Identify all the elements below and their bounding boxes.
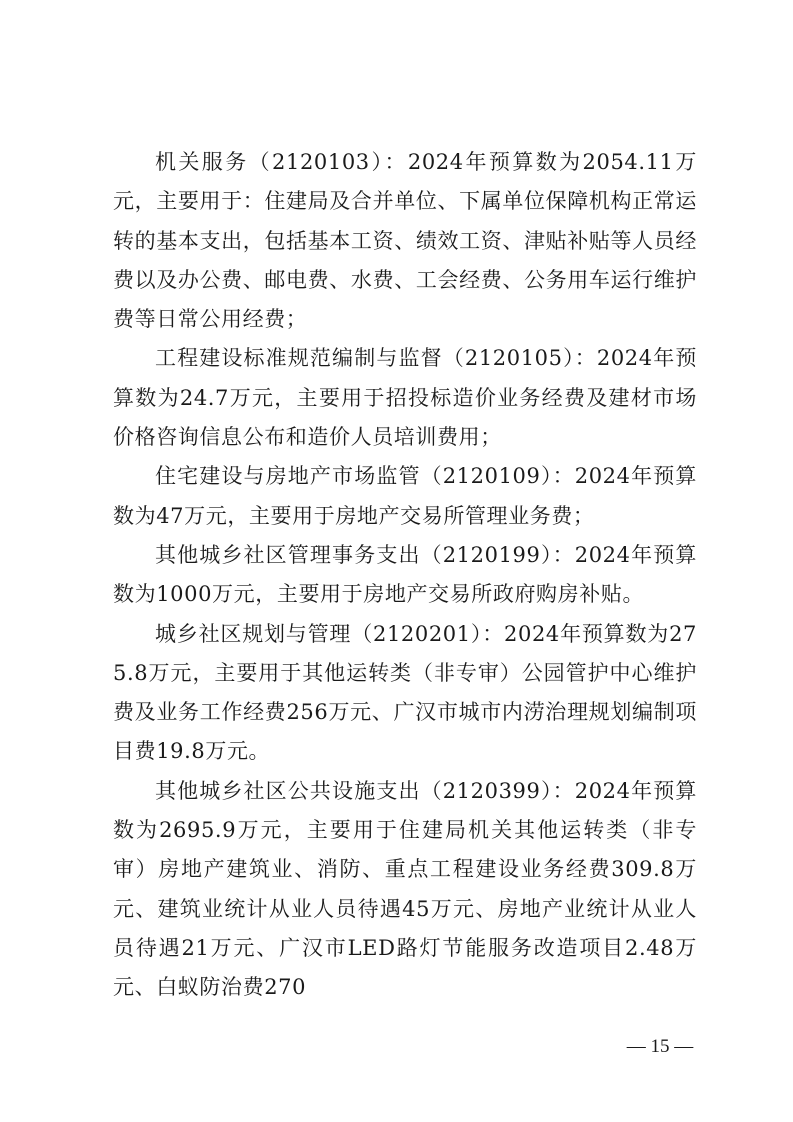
page-number: — 15 — xyxy=(626,1036,694,1057)
paragraph-housing-market-supervision: 住宅建设与房地产市场监管（2120109）：2024年预算数为47万元，主要用于房地产交易所管理业务费； xyxy=(113,464,697,528)
paragraph-construction-standards: 工程建设标准规范编制与监督（2120105）：2024年预算数为24.7万元，主要用于招投标造价业务经费及建材市场价格咨询信息公布和造价人员培训费用； xyxy=(113,346,697,450)
paragraph-other-public-facilities: 其他城乡社区公共设施支出（2120399）：2024年预算数为2695.9万元，主要用于住建局机关其他运转类（非专审）房地产建筑业、消防、重点工程建设业务经费309.8万元、建筑业统计从业人员待遇45万元、房地产业统计从业人员待遇21万元、广汉市LED路灯节能服务改造项目2.48万元、白蚁防治费270 xyxy=(113,778,697,1000)
paragraph-agency-services: 机关服务（2120103）：2024年预算数为2054.11万元，主要用于：住建局及合并单位、下属单位保障机构正常运转的基本支出，包括基本工资、绩效工资、津贴补贴等人员经费以及办公费、邮电费、水费、工会经费、公务用车运行维护费等日常公用经费； xyxy=(113,150,697,332)
body-text xyxy=(113,143,697,1008)
paragraph-other-community-affairs: 其他城乡社区管理事务支出（2120199）：2024年预算数为1000万元，主要用于房地产交易所政府购房补贴。 xyxy=(113,542,697,607)
paragraph-community-planning: 城乡社区规划与管理（2120201）：2024年预算数为275.8万元，主要用于其他运转类（非专审）公园管护中心维护费及业务工作经费256万元、广汉市城市内涝治理规划编制项目费19.8万元。 xyxy=(113,621,697,764)
